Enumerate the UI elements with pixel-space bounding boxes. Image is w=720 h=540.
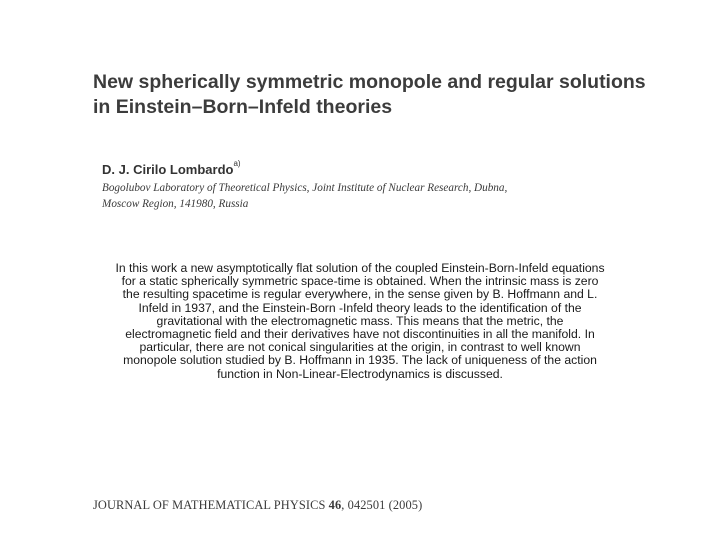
journal-name: JOURNAL OF MATHEMATICAL PHYSICS	[93, 498, 326, 512]
journal-volume: 46	[328, 498, 342, 512]
journal-citation: JOURNAL OF MATHEMATICAL PHYSICS 46, 042501 (2005)	[93, 498, 423, 512]
journal-article-number: 042501	[347, 498, 386, 512]
affiliation-line-1: Bogolubov Laboratory of Theoretical Physics, Joint Institute of Nuclear Research, Dubna,	[102, 182, 508, 194]
affiliation-line-2: Moscow Region, 141980, Russia	[102, 198, 249, 210]
author-affiliation	[102, 180, 602, 212]
abstract-text: In this work a new asymptotically flat solution of the coupled Einstein-Born-Infeld equations for a static spherically symmetric space-time is obtained. When the intrinsic mass is zero the resulting spacetime is regular everywhere, in the sense given by B. Hoffmann and L. Infeld in 1937, and the Einstein-Born -Infeld theory leads to the identification of the gravitational with the electromagnetic mass. This means that the metric, the electromagnetic field and their derivatives have not discontinuities in all the manifold. In particular, there are not conical singularities at the origin, in contrast to well known monopole solution studied by B. Hoffmann in 1935. The lack of uniqueness of the action function in Non-Linear-Electrodynamics is discussed.	[115, 261, 605, 381]
author-footnote-mark: a)	[233, 159, 241, 168]
paper-title: New spherically symmetric monopole and regular solutions in Einstein–Born–Infeld theories	[93, 71, 646, 118]
journal-year: (2005)	[388, 498, 423, 512]
author-line	[102, 159, 241, 177]
author-name: D. J. Cirilo Lombardo	[102, 162, 234, 177]
